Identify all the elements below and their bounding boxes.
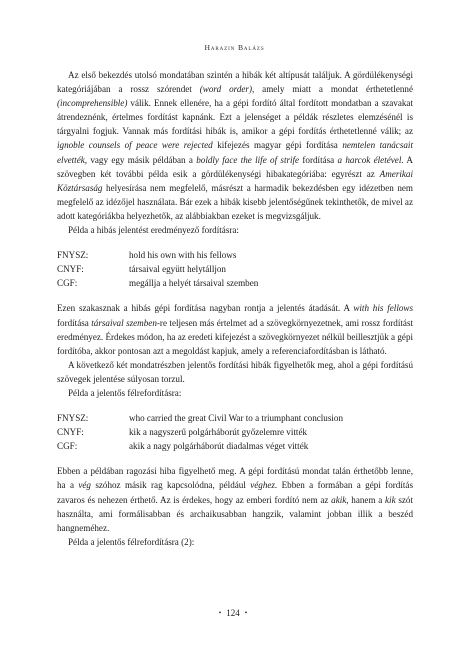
italic-run: a harcok életével.	[337, 154, 404, 165]
paragraph-2: Példa a hibás jelentést eredményező fordításra:	[68, 225, 239, 236]
page-number: 124	[226, 608, 240, 618]
italic-run: (incomprehensible)	[57, 98, 128, 109]
text-run: A szövegben két további példa esik a gördülékenységi hibakategóriába: egyrészt az	[57, 154, 413, 179]
text-run: helyesírása nem megfelelő, másrészt a harmadik bekezdésben egy idézetben nem megfelelő az idézőjel használata. Bár ezek a hibák kisebb jelentőségűnek tekinthetők, de mivel az adott kategóriákba helyezhetők, az alábbiakban ezeket is megvizsgáljuk.	[57, 182, 413, 221]
row-label: FNYSZ:	[57, 413, 89, 424]
paragraph-3	[57, 301, 413, 357]
paragraph-7: Példa a jelentős félrefordításra (2):	[68, 536, 195, 547]
row-label: FNYSZ:	[57, 250, 89, 261]
text-run: Ebben a formában a gépi fordítás zavaros és nehezen érthető. Az is érdekes, hogy az emberi fordító nem az	[57, 480, 413, 505]
italic-run: Amerikai Köztársaság	[57, 168, 413, 193]
italic-run: véghez.	[250, 480, 278, 491]
paragraph-4: A következő két mondatrészben jelentős fordítási hibák figyelhetők meg, ahol a gépi fordítású szövegek jelentése súlyosan torzul.	[57, 359, 413, 384]
text-run: Ezen szakasznak a hibás gépi fordítása nagyban rontja a jelentés átadását. A	[57, 303, 354, 314]
text-run: kifejezés magyar gépi fordítása	[212, 140, 343, 151]
text-run: vagy egy másik példában a	[87, 154, 197, 165]
body-text	[57, 68, 413, 549]
italic-run: kik	[385, 494, 396, 505]
table-row	[57, 262, 413, 276]
ornament-dot: •	[218, 609, 222, 617]
text-run: hanem a	[348, 494, 386, 505]
text-run: fordítása	[57, 317, 92, 328]
text-run: -re teljesen más értelmet ad a szövegkörnyezetnek, ami rossz fordítást eredményez. Érdekes módon, ha az eredeti kifejezést a szövegkörnyezet nélkül beillesztjük a gépi fordítóba, akkor pontosan azt a megoldást kapjuk, amely a referenciafordításban is látható.	[57, 317, 414, 356]
example-table-1	[57, 248, 413, 290]
text-run: szóhoz másik rag kapcsolódna, például	[90, 480, 251, 491]
page-number-footer	[0, 608, 466, 618]
row-value: kik a nagyszerű polgárháborút győzelemre vitték	[129, 427, 308, 438]
table-row	[57, 425, 413, 439]
text-run: válik. Ennek ellenére, ha a gépi fordító által fordított mondatban a szavakat átrendeznénk, értelmes fordítást kapnánk. Ezt a jelenséget a példák részletes elemzésénél is tárgyalni fogjuk. Vannak más fordítási hibák is, amikor a gépi fordítás érthetetlenné válik; az	[57, 98, 413, 137]
row-label: CNYF:	[57, 427, 84, 438]
row-label: CGF:	[57, 441, 78, 452]
row-value: hold his own with his fellows	[129, 250, 237, 261]
table-row	[57, 439, 413, 453]
row-value: társaival együtt helytálljon	[129, 264, 226, 275]
text-run: amely miatt a mondat érthetetlenné	[254, 84, 414, 95]
ornament-dot: •	[244, 609, 248, 617]
paragraph-6	[57, 464, 413, 534]
table-row	[57, 248, 413, 262]
table-row	[57, 276, 413, 290]
italic-run: boldly face the life of strife	[196, 154, 300, 165]
italic-run: vég	[78, 480, 91, 491]
italic-run: ignoble counsels of peace were rejected	[57, 140, 213, 151]
row-label: CGF:	[57, 278, 78, 289]
example-table-2	[57, 411, 413, 453]
italic-run: (word order),	[199, 84, 255, 95]
italic-run: akik,	[331, 494, 349, 505]
italic-run: társaival szemben	[91, 317, 157, 328]
italic-run: with his fellows	[353, 303, 413, 314]
italic-run: nemtelen tanácsait elvették,	[57, 140, 413, 165]
row-value: akik a nagy polgárháborút diadalmas véget vitték	[129, 441, 309, 452]
text-run: fordítása	[299, 154, 338, 165]
running-head: Harazin Balázs	[204, 43, 265, 52]
paragraph-5: Példa a jelentős félrefordításra:	[68, 387, 182, 398]
table-row	[57, 411, 413, 425]
row-label: CNYF:	[57, 264, 84, 275]
paragraph-1	[57, 68, 413, 223]
text-run: Ebben a példában ragozási hiba figyelhető meg. A gépi fordítású mondat talán érthetőbb lenne, ha a	[57, 466, 413, 491]
row-value: who carried the great Civil War to a triumphant conclusion	[129, 413, 344, 424]
row-value: megállja a helyét társaival szemben	[129, 278, 259, 289]
text-run: szót használta, ami formálisabban és archaikusabban hangzik, valamint jobban illik a beszéd hangneméhez.	[57, 494, 413, 533]
text-run: Az első bekezdés utolsó mondatában szintén a hibák két altípusát találjuk. A gördülékenységi kategóriájában a rossz szórendet	[57, 70, 413, 95]
